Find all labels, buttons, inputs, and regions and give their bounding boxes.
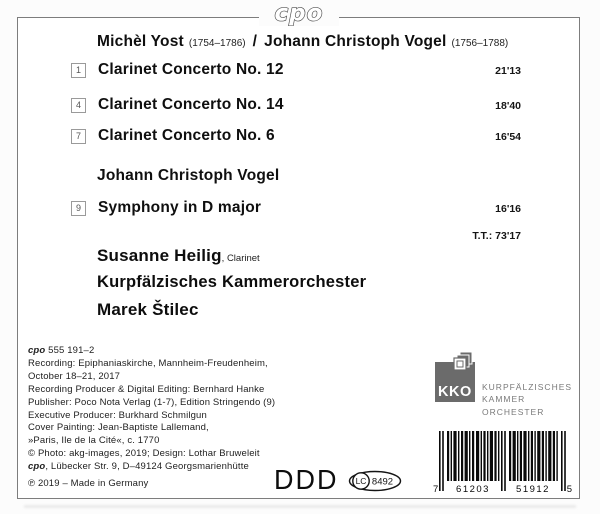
performer-name: Susanne Heilig — [97, 246, 222, 265]
credit-line: Executive Producer: Burkhard Schmilgun — [28, 409, 207, 421]
cpo-label-name: cpo — [28, 461, 46, 473]
svg-text:7: 7 — [433, 484, 439, 494]
track-duration: 16'54 — [495, 131, 521, 143]
composer-name: Michèl Yost — [97, 33, 184, 50]
cpo-logo — [259, 0, 339, 26]
total-time: T.T.: 73'17 — [472, 230, 521, 242]
track-row — [71, 96, 284, 114]
svg-text:5: 5 — [566, 484, 572, 494]
catalog-number: 555 191–2 — [45, 345, 95, 356]
track-title: Clarinet Concerto No. 6 — [98, 127, 275, 144]
track-duration: 18'40 — [495, 100, 521, 112]
track-title: Symphony in D major — [98, 199, 262, 216]
title-separator: / — [252, 33, 258, 50]
performer-row — [97, 273, 366, 292]
svg-text:cpo: cpo — [274, 0, 324, 26]
kko-orchestra-name — [482, 381, 572, 418]
track-title: Clarinet Concerto No. 12 — [98, 61, 284, 78]
stacked-sheets-icon — [450, 350, 476, 381]
credit-line: Recording: Epiphaniaskirche, Mannheim-Freudenheim, — [28, 357, 268, 369]
credit-line: Publisher: Poco Nota Verlag (1-7), Edition Stringendo (9) — [28, 396, 276, 408]
kko-abbreviation: KKO — [438, 384, 472, 400]
credit-line: October 18–21, 2017 — [28, 370, 121, 382]
copyright-line: ℗ 2019 – Made in Germany — [28, 478, 149, 489]
track-row — [71, 199, 261, 217]
svg-text:LC: LC — [355, 476, 367, 487]
performer-role: , Clarinet — [221, 253, 260, 264]
kko-name-line: KAMMER — [482, 394, 526, 405]
case-shadow — [24, 505, 576, 508]
performer-row — [97, 246, 260, 266]
track-number-box: 1 — [71, 63, 86, 78]
address-line — [28, 461, 275, 474]
credit-line: Recording Producer & Digital Editing: Bernhard Hanke — [28, 383, 265, 395]
kko-name-line: KURPFÄLZISCHES — [482, 382, 573, 392]
cpo-label-name: cpo — [28, 345, 46, 356]
composer-dates: (1756–1788) — [451, 38, 509, 49]
performer-name: Marek Štilec — [97, 300, 199, 319]
track-number-box: 4 — [71, 98, 86, 113]
credit-line: Cover Painting: Jean-Baptiste Lallemand, — [28, 422, 209, 434]
kko-name-line: ORCHESTER — [482, 406, 545, 417]
lc-label-code — [348, 470, 402, 497]
track-number-box: 9 — [71, 201, 86, 216]
svg-text:51912: 51912 — [516, 484, 550, 494]
track-row — [71, 61, 284, 79]
barcode-bars — [431, 431, 573, 494]
performer-row — [97, 300, 199, 320]
composer-dates: (1754–1786) — [188, 38, 246, 49]
track-duration: 21'13 — [495, 65, 521, 77]
track-duration: 16'16 — [495, 203, 521, 215]
section-heading: Johann Christoph Vogel — [97, 167, 280, 184]
svg-text:8492: 8492 — [371, 476, 394, 488]
spars-code: DDD — [274, 464, 339, 496]
cpo-logo-icon — [259, 0, 339, 26]
composer-name: Johann Christoph Vogel — [264, 33, 447, 50]
credit-line: »Paris, Ile de la Cité«, c. 1770 — [28, 435, 160, 447]
performer-name: Kurpfälzisches Kammerorchester — [97, 273, 367, 291]
track-row — [71, 127, 275, 145]
svg-text:61203: 61203 — [456, 484, 490, 494]
track-number-box: 7 — [71, 129, 86, 144]
credits-block — [28, 345, 275, 474]
track-title: Clarinet Concerto No. 14 — [98, 96, 284, 113]
composers-title — [97, 33, 508, 51]
label-address: , Lübecker Str. 9, D–49124 Georgsmarienhütte — [45, 461, 249, 473]
catalog-number-line — [28, 345, 275, 358]
credit-line: © Photo: akg-images, 2019; Design: Lothar Bruweleit — [28, 448, 260, 460]
barcode — [429, 431, 575, 495]
